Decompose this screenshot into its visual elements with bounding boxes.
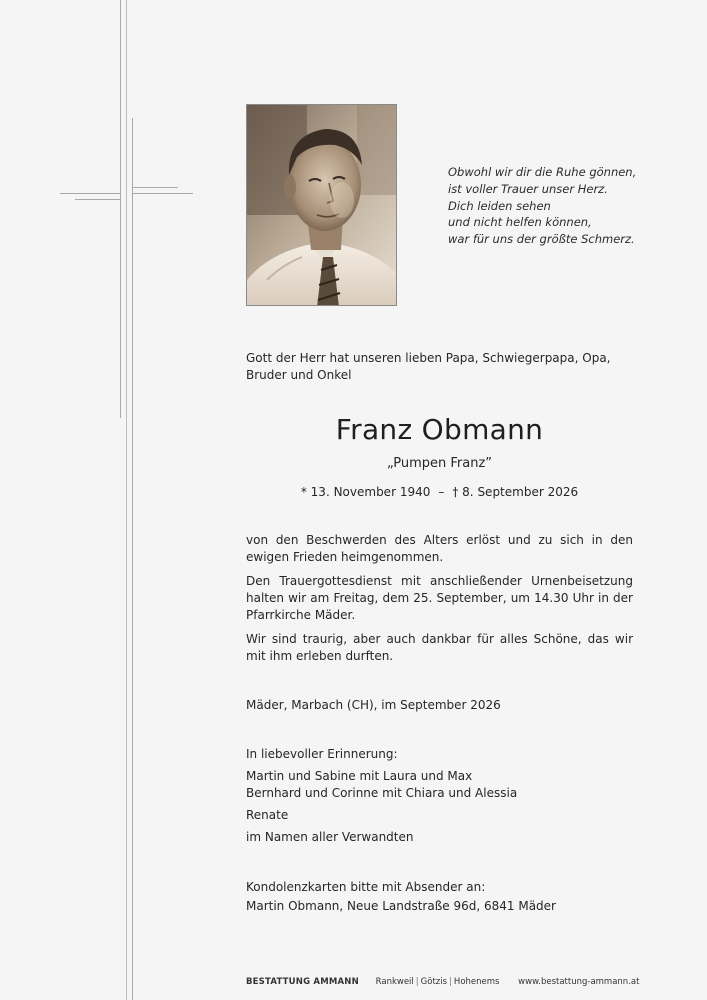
- mourner-line: Martin und Sabine mit Laura und Max: [246, 769, 473, 783]
- poem-line: ist voller Trauer unser Herz.: [448, 181, 608, 196]
- cross-horizontal-right: [133, 193, 193, 194]
- poem-line: Obwohl wir dir die Ruhe gönnen,: [448, 165, 637, 179]
- poem-line: Dich leiden sehen: [448, 198, 551, 213]
- footer-location: Rankweil: [375, 977, 414, 987]
- mourner-line: Renate: [246, 808, 289, 822]
- body-paragraph-1: von den Beschwerden des Alters erlöst und zu sich in den ewigen Frieden heimgenommen.: [246, 533, 633, 564]
- intro-text: Gott der Herr hat unseren lieben Papa, Schwiegerpapa, Opa, Bruder und Onkel: [246, 351, 611, 382]
- cross-vertical-left-long: [120, 0, 121, 418]
- death-date: † 8. September 2026: [452, 485, 579, 499]
- poem-line: und nicht helfen können,: [448, 215, 592, 230]
- footer-website-link[interactable]: www.bestattung-ammann.at: [518, 977, 640, 987]
- birth-date: * 13. November 1940: [300, 485, 431, 499]
- cross-horizontal-top: [133, 187, 178, 188]
- life-dates: [246, 484, 633, 501]
- date-separator: –: [438, 485, 445, 499]
- footer-location: Götzis: [420, 977, 448, 987]
- body-paragraph-3: Wir sind traurig, aber auch dankbar für alles Schöne, das wir mit ihm erleben durften.: [246, 632, 633, 663]
- body-paragraph-2: Den Trauergottesdienst mit anschließender Urnenbeisetzung halten wir am Freitag, dem 25. September, um 14.30 Uhr in der Pfarrkirche Mäder.: [246, 574, 633, 622]
- mourners-heading: In liebevoller Erinnerung:: [246, 747, 398, 761]
- cross-vertical-right: [126, 0, 127, 1000]
- condolence-address: Martin Obmann, Neue Landstraße 96d, 6841 Mäder: [246, 899, 556, 913]
- cross-horizontal-bottom: [75, 199, 120, 200]
- funeral-home-logo: [246, 977, 359, 987]
- cross-vertical-inner: [132, 118, 133, 1000]
- footer: [246, 976, 639, 988]
- mourner-line: Bernhard und Corinne mit Chiara und Alessia: [246, 786, 518, 800]
- footer-location: Hohenems: [453, 977, 500, 987]
- brand-name-part: AMMANN: [313, 977, 359, 987]
- mourner-line: im Namen aller Verwandten: [246, 830, 414, 844]
- brand-name-part: BESTATTUNG: [246, 977, 314, 987]
- deceased-nickname: „Pumpen Franz”: [386, 456, 493, 471]
- poem: [448, 164, 648, 248]
- poem-line: war für uns der größte Schmerz.: [448, 232, 635, 247]
- portrait-photo: [246, 104, 397, 306]
- cross-horizontal-left: [60, 193, 120, 194]
- footer-locations: Rankweil | Götzis | Hohenems: [375, 977, 500, 987]
- deceased-name: Franz Obmann: [335, 413, 544, 446]
- place-date: Mäder, Marbach (CH), im September 2026: [246, 698, 501, 712]
- condolence-heading: Kondolenzkarten bitte mit Absender an:: [246, 880, 486, 894]
